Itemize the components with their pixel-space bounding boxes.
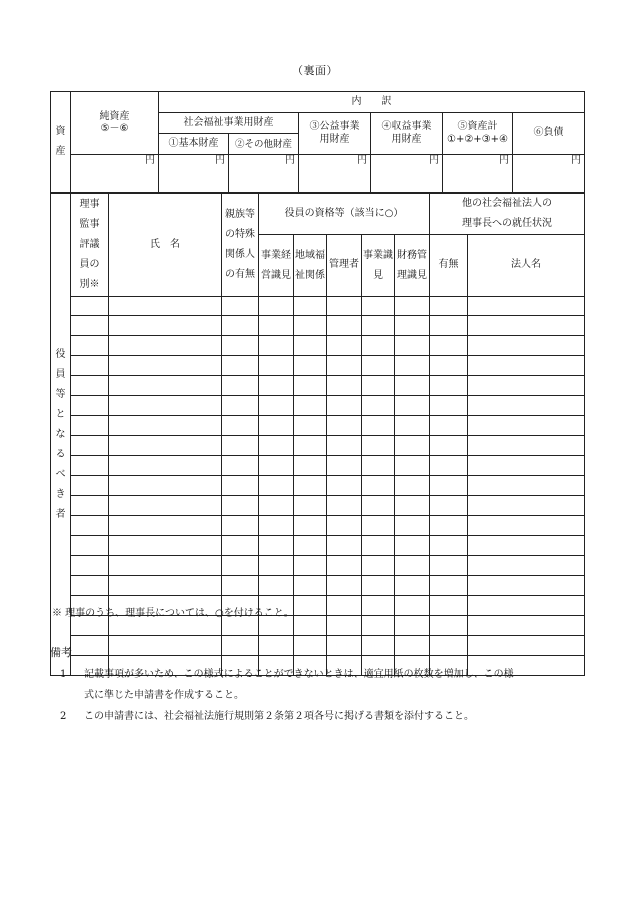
cell[interactable] bbox=[71, 576, 109, 596]
cell[interactable] bbox=[109, 496, 222, 516]
public-property-amount[interactable]: 円 bbox=[299, 155, 371, 193]
cell[interactable] bbox=[395, 336, 430, 356]
cell[interactable] bbox=[327, 536, 362, 556]
remark-item-1 bbox=[60, 664, 582, 706]
cell[interactable] bbox=[327, 297, 362, 316]
cell[interactable] bbox=[294, 536, 327, 556]
qual-business-insight-header: 事業識 見 bbox=[362, 235, 395, 297]
public-property-header: ③公益事業 用財産 bbox=[299, 113, 371, 155]
cell[interactable] bbox=[259, 576, 294, 596]
officer-row bbox=[51, 536, 585, 556]
cell[interactable] bbox=[362, 376, 395, 396]
cell[interactable] bbox=[222, 336, 259, 356]
assets-table bbox=[50, 91, 585, 193]
cell[interactable] bbox=[430, 596, 468, 616]
remark-text: この申請書には、社会福祉法施行規則第２条第２項各号に掲げる書類を添付すること。 bbox=[84, 711, 474, 722]
cell[interactable] bbox=[259, 396, 294, 416]
cell[interactable] bbox=[109, 316, 222, 336]
cell[interactable] bbox=[468, 436, 585, 456]
cell[interactable] bbox=[294, 516, 327, 536]
cell[interactable] bbox=[468, 516, 585, 536]
footnote: ※ 理事のうち、理事長については、○を付けること。 bbox=[52, 608, 294, 619]
net-assets-formula: ⑤－⑥ bbox=[100, 123, 129, 134]
cell[interactable] bbox=[71, 356, 109, 376]
cell[interactable] bbox=[362, 536, 395, 556]
cell[interactable] bbox=[222, 376, 259, 396]
cell[interactable] bbox=[395, 476, 430, 496]
name-header: 氏 名 bbox=[109, 194, 222, 297]
cell[interactable] bbox=[71, 476, 109, 496]
cell[interactable] bbox=[259, 536, 294, 556]
cell[interactable] bbox=[259, 456, 294, 476]
cell[interactable] bbox=[294, 297, 327, 316]
cell[interactable] bbox=[362, 596, 395, 616]
officer-row bbox=[51, 516, 585, 536]
basic-property-amount[interactable]: 円 bbox=[159, 155, 229, 193]
cell[interactable] bbox=[468, 356, 585, 376]
cell[interactable] bbox=[430, 636, 468, 656]
profit-property-amount[interactable]: 円 bbox=[371, 155, 443, 193]
remark-number: 2 bbox=[60, 711, 67, 722]
relatives-header: 親族等 の特殊 関係人 の有無 bbox=[222, 194, 259, 297]
cell[interactable] bbox=[362, 456, 395, 476]
cell[interactable] bbox=[362, 436, 395, 456]
cell[interactable] bbox=[294, 436, 327, 456]
cell[interactable] bbox=[327, 456, 362, 476]
cell[interactable] bbox=[430, 396, 468, 416]
cell[interactable] bbox=[294, 316, 327, 336]
cell[interactable] bbox=[109, 376, 222, 396]
cell[interactable] bbox=[327, 576, 362, 596]
cell[interactable] bbox=[294, 356, 327, 376]
officer-row bbox=[51, 297, 585, 316]
cell[interactable] bbox=[362, 356, 395, 376]
cell[interactable] bbox=[222, 576, 259, 596]
net-assets-header bbox=[71, 92, 159, 155]
cell[interactable] bbox=[259, 316, 294, 336]
qual-manager-header: 管理者 bbox=[327, 235, 362, 297]
cell[interactable] bbox=[327, 336, 362, 356]
cell[interactable] bbox=[327, 436, 362, 456]
cell[interactable] bbox=[109, 556, 222, 576]
cell[interactable] bbox=[468, 316, 585, 336]
cell[interactable] bbox=[259, 297, 294, 316]
cell[interactable] bbox=[468, 476, 585, 496]
cell[interactable] bbox=[395, 536, 430, 556]
officer-row bbox=[51, 496, 585, 516]
cell[interactable] bbox=[395, 436, 430, 456]
net-assets-amount[interactable]: 円 bbox=[71, 155, 159, 193]
other-property-amount[interactable]: 円 bbox=[229, 155, 299, 193]
cell[interactable] bbox=[327, 416, 362, 436]
cell[interactable] bbox=[327, 376, 362, 396]
cell[interactable] bbox=[222, 416, 259, 436]
cell[interactable] bbox=[395, 356, 430, 376]
cell[interactable] bbox=[71, 436, 109, 456]
cell[interactable] bbox=[259, 336, 294, 356]
cell[interactable] bbox=[430, 456, 468, 476]
cell[interactable] bbox=[71, 336, 109, 356]
cell[interactable] bbox=[430, 316, 468, 336]
cell[interactable] bbox=[71, 516, 109, 536]
cell[interactable] bbox=[294, 616, 327, 636]
cell[interactable] bbox=[109, 356, 222, 376]
cell[interactable] bbox=[468, 616, 585, 636]
cell[interactable] bbox=[222, 496, 259, 516]
officer-row bbox=[51, 416, 585, 436]
cell[interactable] bbox=[468, 396, 585, 416]
cell[interactable] bbox=[430, 416, 468, 436]
cell[interactable] bbox=[259, 636, 294, 656]
cell[interactable] bbox=[362, 416, 395, 436]
cell[interactable] bbox=[430, 536, 468, 556]
cell[interactable] bbox=[294, 376, 327, 396]
total-assets-amount[interactable]: 円 bbox=[443, 155, 513, 193]
liabilities-amount[interactable]: 円 bbox=[513, 155, 585, 193]
cell[interactable] bbox=[222, 396, 259, 416]
cell[interactable] bbox=[294, 416, 327, 436]
cell[interactable] bbox=[468, 536, 585, 556]
cell[interactable] bbox=[259, 356, 294, 376]
cell[interactable] bbox=[430, 476, 468, 496]
cell[interactable] bbox=[362, 297, 395, 316]
cell[interactable] bbox=[430, 616, 468, 636]
cell[interactable] bbox=[430, 356, 468, 376]
basic-property-header: ①基本財産 bbox=[159, 134, 229, 155]
assets-row-label: 資 産 bbox=[51, 92, 71, 193]
other-corporation-header: 他の社会福祉法人の 理事長への就任状況 bbox=[430, 194, 585, 235]
cell[interactable] bbox=[362, 476, 395, 496]
cell[interactable] bbox=[109, 476, 222, 496]
cell[interactable] bbox=[294, 596, 327, 616]
cell[interactable] bbox=[327, 636, 362, 656]
cell[interactable] bbox=[222, 636, 259, 656]
cell[interactable] bbox=[71, 376, 109, 396]
cell[interactable] bbox=[395, 556, 430, 576]
cell[interactable] bbox=[362, 496, 395, 516]
cell[interactable] bbox=[395, 496, 430, 516]
officer-category-header: 理事 監事 評議 員の 別※ bbox=[71, 194, 109, 297]
profit-property-header: ④収益事業 用財産 bbox=[371, 113, 443, 155]
cell[interactable] bbox=[259, 516, 294, 536]
cell[interactable] bbox=[294, 336, 327, 356]
cell[interactable] bbox=[468, 576, 585, 596]
cell[interactable] bbox=[468, 297, 585, 316]
cell[interactable] bbox=[222, 356, 259, 376]
officer-row bbox=[51, 436, 585, 456]
cell[interactable] bbox=[71, 496, 109, 516]
cell[interactable] bbox=[71, 316, 109, 336]
cell[interactable] bbox=[222, 297, 259, 316]
cell[interactable] bbox=[259, 556, 294, 576]
cell[interactable] bbox=[71, 636, 109, 656]
cell[interactable] bbox=[109, 297, 222, 316]
cell[interactable] bbox=[294, 576, 327, 596]
cell[interactable] bbox=[222, 456, 259, 476]
other-corp-name-header: 法人名 bbox=[468, 235, 585, 297]
cell[interactable] bbox=[395, 576, 430, 596]
cell[interactable] bbox=[395, 396, 430, 416]
cell[interactable] bbox=[430, 376, 468, 396]
breakdown-header: 内 訳 bbox=[159, 92, 585, 113]
cell[interactable] bbox=[327, 396, 362, 416]
cell[interactable] bbox=[468, 416, 585, 436]
officer-row bbox=[51, 636, 585, 656]
officer-row bbox=[51, 316, 585, 336]
cell[interactable] bbox=[222, 316, 259, 336]
cell[interactable] bbox=[327, 356, 362, 376]
cell[interactable] bbox=[430, 336, 468, 356]
cell[interactable] bbox=[327, 476, 362, 496]
cell[interactable] bbox=[222, 536, 259, 556]
cell[interactable] bbox=[222, 436, 259, 456]
cell[interactable] bbox=[395, 456, 430, 476]
social-welfare-header: 社会福祉事業用財産 bbox=[159, 113, 299, 134]
liabilities-header: ⑥負債 bbox=[513, 113, 585, 155]
cell[interactable] bbox=[259, 416, 294, 436]
cell[interactable] bbox=[468, 496, 585, 516]
remarks-heading: 備考 bbox=[50, 646, 72, 659]
cell[interactable] bbox=[327, 496, 362, 516]
cell[interactable] bbox=[222, 476, 259, 496]
cell[interactable] bbox=[109, 576, 222, 596]
cell[interactable] bbox=[395, 416, 430, 436]
cell[interactable] bbox=[468, 456, 585, 476]
cell[interactable] bbox=[395, 596, 430, 616]
cell[interactable] bbox=[294, 456, 327, 476]
cell[interactable] bbox=[362, 636, 395, 656]
cell[interactable] bbox=[362, 396, 395, 416]
cell[interactable] bbox=[395, 376, 430, 396]
qual-business-management-header: 事業経 営識見 bbox=[259, 235, 294, 297]
officer-row bbox=[51, 396, 585, 416]
cell[interactable] bbox=[259, 476, 294, 496]
cell[interactable] bbox=[430, 556, 468, 576]
cell[interactable] bbox=[395, 297, 430, 316]
cell[interactable] bbox=[362, 336, 395, 356]
cell[interactable] bbox=[294, 556, 327, 576]
officer-row bbox=[51, 336, 585, 356]
remark-number: 1 bbox=[60, 669, 67, 680]
cell[interactable] bbox=[71, 456, 109, 476]
cell[interactable] bbox=[294, 636, 327, 656]
officer-row bbox=[51, 376, 585, 396]
cell[interactable] bbox=[430, 436, 468, 456]
cell[interactable] bbox=[71, 416, 109, 436]
cell[interactable] bbox=[109, 456, 222, 476]
qualifications-header: 役員の資格等（該当に○） bbox=[259, 194, 430, 235]
remark-text-continued: 式に準じた申請書を作成すること。 bbox=[84, 690, 244, 701]
cell[interactable] bbox=[71, 396, 109, 416]
cell[interactable] bbox=[468, 556, 585, 576]
other-corp-presence-header: 有無 bbox=[430, 235, 468, 297]
cell[interactable] bbox=[395, 516, 430, 536]
qual-regional-welfare-header: 地域福 祉関係 bbox=[294, 235, 327, 297]
cell[interactable] bbox=[430, 496, 468, 516]
net-assets-label: 純資産 bbox=[99, 110, 130, 122]
cell[interactable] bbox=[294, 396, 327, 416]
officer-row bbox=[51, 356, 585, 376]
cell[interactable] bbox=[468, 596, 585, 616]
cell[interactable] bbox=[362, 576, 395, 596]
cell[interactable] bbox=[430, 576, 468, 596]
cell[interactable] bbox=[327, 556, 362, 576]
cell[interactable] bbox=[327, 616, 362, 636]
cell[interactable] bbox=[430, 516, 468, 536]
cell[interactable] bbox=[109, 536, 222, 556]
officer-row bbox=[51, 556, 585, 576]
cell[interactable] bbox=[71, 536, 109, 556]
qual-finance-header: 財務管 理識見 bbox=[395, 235, 430, 297]
page-title: （裏面） bbox=[292, 64, 338, 77]
officer-row bbox=[51, 476, 585, 496]
cell[interactable] bbox=[327, 516, 362, 536]
cell[interactable] bbox=[362, 316, 395, 336]
cell[interactable] bbox=[71, 556, 109, 576]
cell[interactable] bbox=[430, 297, 468, 316]
cell[interactable] bbox=[294, 476, 327, 496]
cell[interactable] bbox=[109, 336, 222, 356]
cell[interactable] bbox=[468, 636, 585, 656]
other-property-header: ②その他財産 bbox=[229, 134, 299, 155]
cell[interactable] bbox=[109, 396, 222, 416]
cell[interactable] bbox=[395, 636, 430, 656]
cell[interactable] bbox=[468, 376, 585, 396]
cell[interactable] bbox=[395, 616, 430, 636]
officer-row bbox=[51, 456, 585, 476]
cell[interactable] bbox=[468, 336, 585, 356]
cell[interactable] bbox=[395, 316, 430, 336]
total-assets-header: ⑤資産計 ①+②+③+④ bbox=[443, 113, 513, 155]
cell[interactable] bbox=[71, 297, 109, 316]
cell[interactable] bbox=[362, 616, 395, 636]
cell[interactable] bbox=[109, 636, 222, 656]
cell[interactable] bbox=[109, 416, 222, 436]
cell[interactable] bbox=[222, 516, 259, 536]
cell[interactable] bbox=[259, 376, 294, 396]
officers-row-label: 役 員 等 と な る べ き 者 bbox=[51, 194, 71, 676]
remark-item-2 bbox=[60, 706, 582, 727]
remark-text: 記載事項が多いため、この様式によることができないときは、適宜用紙の枚数を増加し、この様 bbox=[84, 669, 514, 680]
cell[interactable] bbox=[259, 496, 294, 516]
cell[interactable] bbox=[259, 436, 294, 456]
cell[interactable] bbox=[222, 556, 259, 576]
cell[interactable] bbox=[109, 436, 222, 456]
cell[interactable] bbox=[362, 556, 395, 576]
cell[interactable] bbox=[362, 516, 395, 536]
cell[interactable] bbox=[294, 496, 327, 516]
cell[interactable] bbox=[327, 316, 362, 336]
cell[interactable] bbox=[109, 516, 222, 536]
cell[interactable] bbox=[327, 596, 362, 616]
officer-row bbox=[51, 576, 585, 596]
